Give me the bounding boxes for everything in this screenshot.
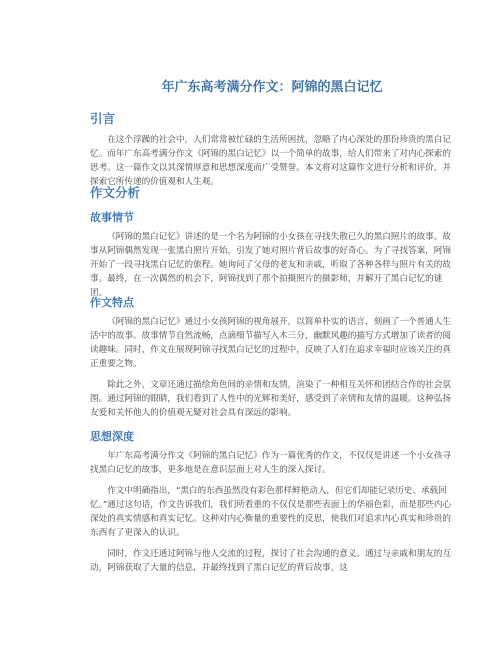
paragraph: 除此之外，文章还通过描绘角色间的亲情和友情，渲染了一种相互关怀和团结合作的社会氛围。通过阿锦的眼睛，我们看到了人性中的光辉和美好，感受到了亲情和友情的温暖。这种弘扬友爱和关怀他人的价值观无疑对社会具有深远的影响。 (90, 380, 451, 418)
subheading-depth: 思想深度 (90, 430, 134, 443)
section-heading-intro: 引言 (90, 111, 116, 126)
subheading-features: 作文特点 (90, 296, 134, 309)
paragraph: 同时，作文还通过阿锦与他人交流的过程，探讨了社会沟通的意义。通过与亲戚和朋友的互动，阿锦获取了大量的信息，并最终找到了黑白记忆的背后故事。这 (90, 549, 451, 573)
paragraph: 作文中明确指出，“黑白的东西虽然没有彩色那样鲜艳动人，但它们却能记录历史、承载回忆。”通过这句话，作文告诉我们，我们所看重的不仅仅是那些表面上的华丽色彩，而是那些内心深处的真实情感和真实记忆。这种对内心衡量的重要性的反思，使我们对追求内心真实和珍贵的东西有了更深入的认识。 (90, 486, 452, 538)
paragraph: 《阿锦的黑白记忆》通过小女孩阿锦的视角展开，以简单朴实的语言，刻画了一个普通人生活中的故事。故事情节自然流畅，点滴细节描写入木三分，幽默风趣的描写方式增加了读者的阅读趣味。同时，作文在展现阿锦寻找黑白记忆的过程中，反映了人们在追求幸福时应该关注的真正重要之物。 (90, 317, 451, 369)
paragraph: 年广东高考满分作文《阿锦的黑白记忆》作为一篇优秀的作文，不仅仅是讲述一个小女孩寻找黑白记忆的故事，更多地是在意识层面上对人生的深入探讨。 (90, 451, 451, 475)
paragraph: 《阿锦的黑白记忆》讲述的是一个名为阿锦的小女孩在寻找失散已久的黑白照片的故事。故事从阿锦偶然发现一张黑白照片开始，引发了她对照片背后故事的好奇心。为了寻找答案，阿锦开始了一段寻找黑白记忆的旅程。她询问了父母的老友和亲戚，听取了各种各样与照片有关的故事。最终，在一次偶然的机会下，阿锦找到了那个拍摄照片的摄影师，并解开了黑白记忆的谜团。 (90, 232, 451, 298)
section-intro (90, 109, 454, 187)
paragraph: 在这个浮躁的社会中，人们常常被忙碌的生活所困扰，忽略了内心深处的那份珍贵的黑白记忆。而年广东高考满分作文《阿锦的黑白记忆》以一个简单的故事，给人们带来了对内心探索的思考。这一篇作文以其深情厚意和思想深度而广受赞誉。本文将对这篇作文进行分析和评价，并探索它所传递的价值观和人生观。 (90, 135, 451, 187)
document-title: 年广东高考满分作文：阿锦的黑白记忆 (161, 80, 383, 95)
section-heading-analysis: 作文分析 (90, 185, 141, 200)
subheading-plot: 故事情节 (90, 211, 134, 224)
section-analysis (90, 183, 454, 575)
